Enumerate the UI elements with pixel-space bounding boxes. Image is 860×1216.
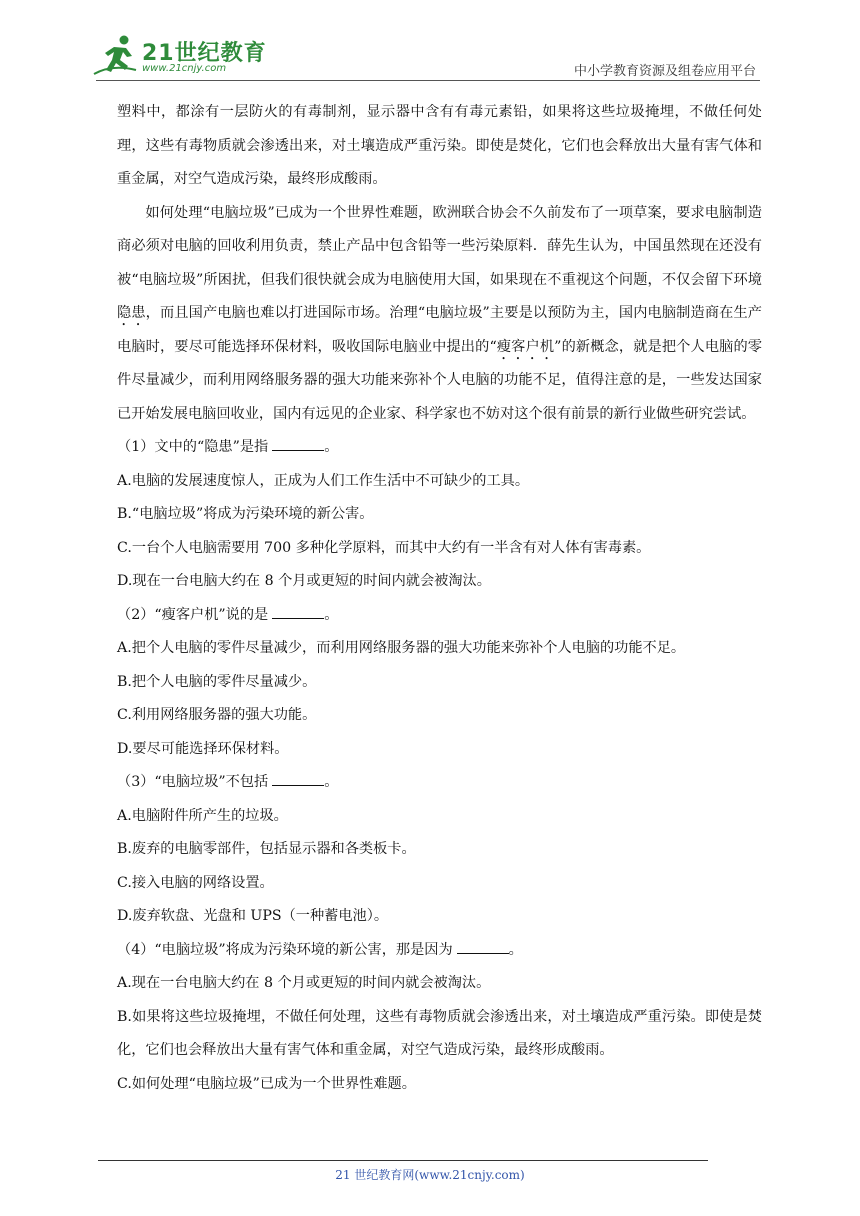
passage-paragraph-1: 塑料中，都涂有一层防火的有毒制剂，显示器中含有有毒元素铅，如果将这些垃圾掩埋，不做任何处理，这些有毒物质就会渗透出来，对土壤造成严重污染。即使是焚化，它们也会释放出大量有害气体和重金属，对空气造成污染，最终形成酸雨。 xyxy=(117,104,762,187)
option: A.把个人电脑的零件尽量减少，而利用网络服务器的强大功能来弥补个人电脑的功能不足。 xyxy=(117,640,686,656)
option: C.利用网络服务器的强大功能。 xyxy=(117,707,317,723)
passage-text: ”的新概念，就是把个人电脑的零件尽量减少，而利用网络服务器的强大功能来弥补个人电脑的功能不足，值得注意的是，一些发达国家已开始发展电脑回收业，国内有远见的企业家、科学家也不妨对这个很有前景的新行业做些研究尝试。 xyxy=(117,338,762,422)
answer-blank xyxy=(272,604,324,619)
question-stem: （1）文中的“隐患”是指 。 xyxy=(117,431,762,465)
option: B.“电脑垃圾”将成为污染环境的新公害。 xyxy=(117,506,374,522)
logo-main-text: 21世纪教育 xyxy=(142,41,267,66)
passage-paragraph-2 xyxy=(117,197,762,432)
page-footer: 21 世纪教育网(www.21cnjy.com) xyxy=(335,1168,525,1182)
answer-blank xyxy=(272,436,324,451)
answer-blank xyxy=(272,771,324,786)
option: C.如何处理“电脑垃圾”已成为一个世界性难题。 xyxy=(117,1075,416,1092)
option: D.要尽可能选择环保材料。 xyxy=(117,740,289,757)
option: A.现在一台电脑大约在 8 个月或更短的时间内就会被淘汰。 xyxy=(117,975,491,991)
question-stem: （2）“瘦客户机”说的是 。 xyxy=(117,599,762,633)
footer-divider xyxy=(98,1160,708,1161)
header-divider xyxy=(96,80,760,81)
option: C.一台个人电脑需要用 700 多种化学原料，而其中大约有一半含有对人体有害毒素。 xyxy=(117,539,651,556)
passage-text: ，而且国产电脑也难以打进国际市场。治理“电脑垃圾”主要是以预防为主，国内电脑制造商在生产电脑时，要尽可能选择环保材料，吸收国际电脑业中提出的“ xyxy=(117,305,762,355)
logo-sub-text: www.21cnjy.com xyxy=(142,63,227,74)
option: A.电脑附件所产生的垃圾。 xyxy=(117,807,288,824)
option: D.废弃软盘、光盘和 UPS（一种蓄电池）。 xyxy=(117,908,389,924)
document-body xyxy=(117,96,762,1101)
question-stem: （3）“电脑垃圾”不包括 。 xyxy=(117,766,762,800)
question-stem: （4）“电脑垃圾”将成为污染环境的新公害，那是因为 。 xyxy=(117,934,762,968)
passage-text: 如何处理“电脑垃圾”已成为一个世界性难题，欧洲联合协会不久前发布了一项草案，要求电脑制造商必须对电脑的回收利用负责，禁止产品中包含铅等一些污染原料．薛先生认为，中国虽然现在还没有被“电脑垃圾”所困扰，但我们很快就会成为电脑使用大国，如果现在不重视这个问题，不仅会留下环境 xyxy=(117,204,762,288)
option: D.现在一台电脑大约在 8 个月或更短的时间内就会被淘汰。 xyxy=(117,573,491,589)
page-header xyxy=(0,0,860,86)
logo xyxy=(92,34,267,78)
emphasized-term: 隐患 xyxy=(117,305,146,321)
site-title: 中小学教育资源及组卷应用平台 xyxy=(573,64,756,79)
option: B.废弃的电脑零部件，包括显示器和各类板卡。 xyxy=(117,841,416,857)
option: A.电脑的发展速度惊人，正成为人们工作生活中不可缺少的工具。 xyxy=(117,472,530,489)
option: B.如果将这些垃圾掩埋，不做任何处理，这些有毒物质就会渗透出来，对土壤造成严重污染。即使是焚化，它们也会释放出大量有害气体和重金属，对空气造成污染，最终形成酸雨。 xyxy=(117,1008,762,1058)
option: B.把个人电脑的零件尽量减少。 xyxy=(117,673,317,690)
emphasized-term: 瘦客户机 xyxy=(496,338,555,355)
option: C.接入电脑的网络设置。 xyxy=(117,874,274,891)
answer-blank xyxy=(457,939,509,954)
runner-logo-icon xyxy=(92,34,142,78)
